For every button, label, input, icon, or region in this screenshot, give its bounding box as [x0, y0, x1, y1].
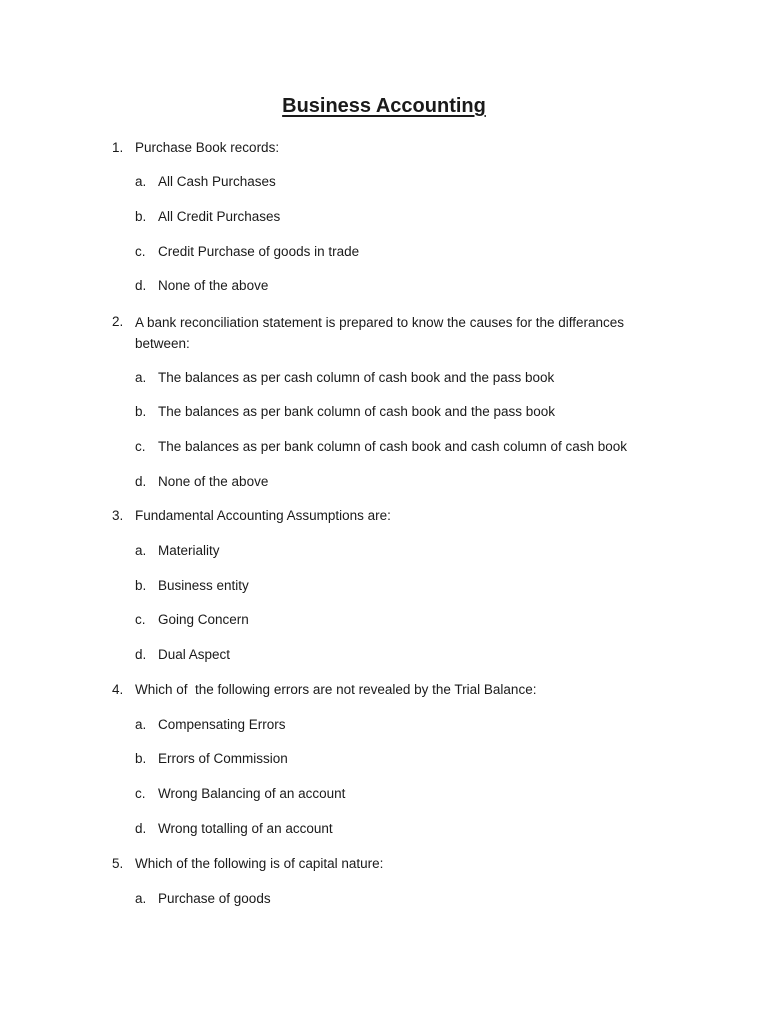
- option-letter: b.: [135, 209, 147, 224]
- question-text: Which of the following is of capital nature:: [135, 856, 384, 871]
- option-letter: b.: [135, 751, 147, 766]
- option-text: Materiality: [158, 543, 220, 558]
- option-letter: a.: [135, 370, 147, 385]
- option-letter: c.: [135, 786, 146, 801]
- option-letter: c.: [135, 439, 146, 454]
- question-number: 3.: [112, 508, 124, 523]
- question-number: 1.: [112, 140, 124, 155]
- option-text: Purchase of goods: [158, 891, 271, 906]
- option-letter: d.: [135, 278, 147, 293]
- option-letter: c.: [135, 244, 146, 259]
- option-text: Credit Purchase of goods in trade: [158, 244, 360, 259]
- option-text: Compensating Errors: [158, 717, 286, 732]
- option-text: None of the above: [158, 278, 269, 293]
- option-text: Wrong Balancing of an account: [158, 786, 346, 801]
- question-text: Fundamental Accounting Assumptions are:: [135, 508, 391, 523]
- document-title: Business Accounting: [282, 95, 486, 117]
- option-text: All Credit Purchases: [158, 209, 281, 224]
- option-text: Dual Aspect: [158, 647, 231, 662]
- question-text: Purchase Book records:: [135, 140, 280, 155]
- option-text: Wrong totalling of an account: [158, 821, 333, 836]
- option-letter: a.: [135, 717, 147, 732]
- option-letter: b.: [135, 578, 147, 593]
- option-text: The balances as per bank column of cash book and cash column of cash book: [158, 439, 628, 454]
- question-number: 5.: [112, 856, 124, 871]
- option-letter: c.: [135, 612, 146, 627]
- option-text: The balances as per bank column of cash book and the pass book: [158, 404, 556, 419]
- option-text: Errors of Commission: [158, 751, 288, 766]
- option-text: All Cash Purchases: [158, 174, 276, 189]
- option-letter: d.: [135, 821, 147, 836]
- question-text: A bank reconciliation statement is prepared to know the causes for the differances between:: [135, 315, 625, 351]
- question-number: 2.: [112, 314, 124, 329]
- option-text: Business entity: [158, 578, 249, 593]
- option-text: Going Concern: [158, 612, 249, 627]
- option-letter: a.: [135, 174, 147, 189]
- option-text: None of the above: [158, 474, 269, 489]
- question-text: Which of the following errors are not revealed by the Trial Balance:: [135, 682, 537, 697]
- option-letter: d.: [135, 474, 147, 489]
- option-text: The balances as per cash column of cash book and the pass book: [158, 370, 555, 385]
- option-letter: d.: [135, 647, 147, 662]
- option-letter: a.: [135, 891, 147, 906]
- option-letter: b.: [135, 404, 147, 419]
- option-letter: a.: [135, 543, 147, 558]
- question-number: 4.: [112, 682, 124, 697]
